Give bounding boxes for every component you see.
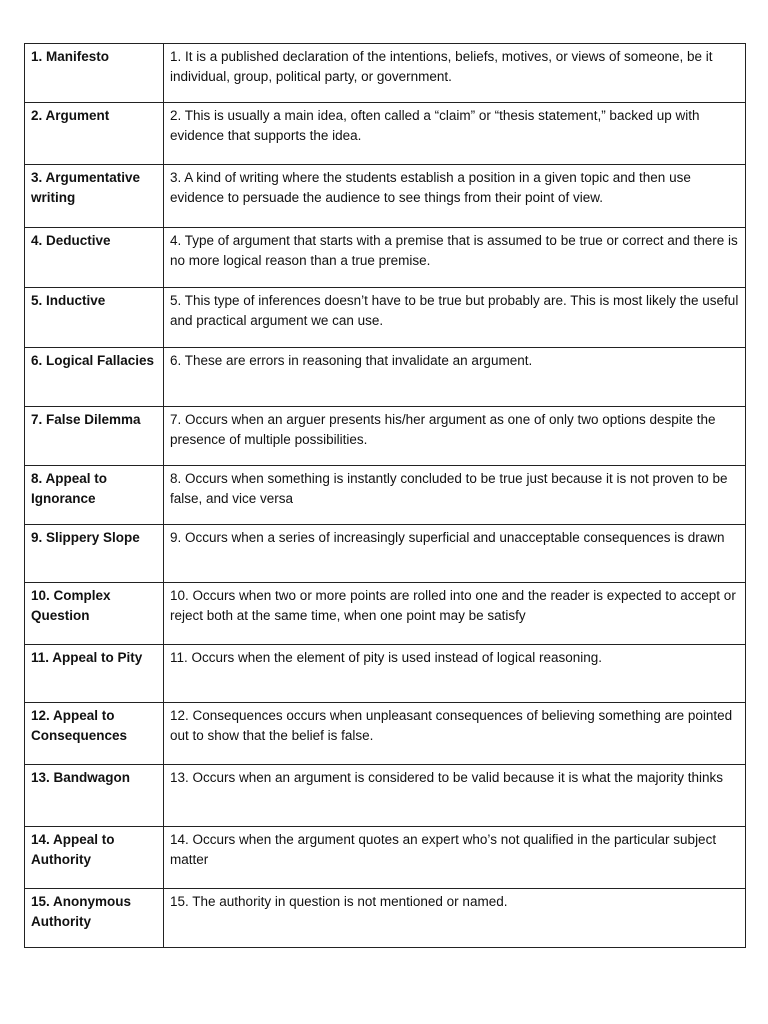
definition-cell: 14. Occurs when the argument quotes an expert who’s not qualified in the particular subject matter bbox=[164, 827, 746, 889]
definition-cell: 8. Occurs when something is instantly concluded to be true just because it is not proven to be false, and vice versa bbox=[164, 466, 746, 525]
term-cell: 14. Appeal to Authority bbox=[25, 827, 164, 889]
table-row bbox=[25, 583, 746, 645]
definition-cell: 15. The authority in question is not mentioned or named. bbox=[164, 889, 746, 948]
term-cell: 7. False Dilemma bbox=[25, 407, 164, 466]
table-row bbox=[25, 645, 746, 703]
table-row bbox=[25, 288, 746, 348]
term-cell: 15. Anonymous Authority bbox=[25, 889, 164, 948]
term-cell: 6. Logical Fallacies bbox=[25, 348, 164, 407]
table-row bbox=[25, 44, 746, 103]
term-cell: 5. Inductive bbox=[25, 288, 164, 348]
definition-cell: 1. It is a published declaration of the intentions, beliefs, motives, or views of someone, be it individual, group, political party, or government. bbox=[164, 44, 746, 103]
table-row bbox=[25, 407, 746, 466]
term-cell: 12. Appeal to Consequences bbox=[25, 703, 164, 765]
table-row bbox=[25, 165, 746, 228]
definition-cell: 2. This is usually a main idea, often called a “claim” or “thesis statement,” backed up with evidence that supports the idea. bbox=[164, 103, 746, 165]
term-cell: 3. Argumentative writing bbox=[25, 165, 164, 228]
table-row bbox=[25, 348, 746, 407]
table-row bbox=[25, 228, 746, 288]
table-row bbox=[25, 525, 746, 583]
term-cell: 10. Complex Question bbox=[25, 583, 164, 645]
definition-cell: 12. Consequences occurs when unpleasant consequences of believing something are pointed out to show that the belief is false. bbox=[164, 703, 746, 765]
table-row bbox=[25, 765, 746, 827]
definition-cell: 3. A kind of writing where the students establish a position in a given topic and then use evidence to persuade the audience to see things from their point of view. bbox=[164, 165, 746, 228]
table-row bbox=[25, 827, 746, 889]
term-cell: 8. Appeal to Ignorance bbox=[25, 466, 164, 525]
definition-cell: 13. Occurs when an argument is considered to be valid because it is what the majority thinks bbox=[164, 765, 746, 827]
table-row bbox=[25, 703, 746, 765]
definition-cell: 11. Occurs when the element of pity is used instead of logical reasoning. bbox=[164, 645, 746, 703]
term-cell: 1. Manifesto bbox=[25, 44, 164, 103]
definition-cell: 7. Occurs when an arguer presents his/her argument as one of only two options despite the presence of multiple possibilities. bbox=[164, 407, 746, 466]
definition-cell: 10. Occurs when two or more points are rolled into one and the reader is expected to accept or reject both at the same time, when one point may be satisfy bbox=[164, 583, 746, 645]
term-cell: 2. Argument bbox=[25, 103, 164, 165]
term-cell: 4. Deductive bbox=[25, 228, 164, 288]
glossary-table bbox=[24, 43, 746, 948]
term-cell: 11. Appeal to Pity bbox=[25, 645, 164, 703]
definition-cell: 4. Type of argument that starts with a premise that is assumed to be true or correct and there is no more logical reason than a true premise. bbox=[164, 228, 746, 288]
definition-cell: 9. Occurs when a series of increasingly superficial and unacceptable consequences is drawn bbox=[164, 525, 746, 583]
table-row bbox=[25, 889, 746, 948]
definition-cell: 5. This type of inferences doesn’t have to be true but probably are. This is most likely the useful and practical argument we can use. bbox=[164, 288, 746, 348]
term-cell: 13. Bandwagon bbox=[25, 765, 164, 827]
table-row bbox=[25, 103, 746, 165]
term-cell: 9. Slippery Slope bbox=[25, 525, 164, 583]
definition-cell: 6. These are errors in reasoning that invalidate an argument. bbox=[164, 348, 746, 407]
table-row bbox=[25, 466, 746, 525]
